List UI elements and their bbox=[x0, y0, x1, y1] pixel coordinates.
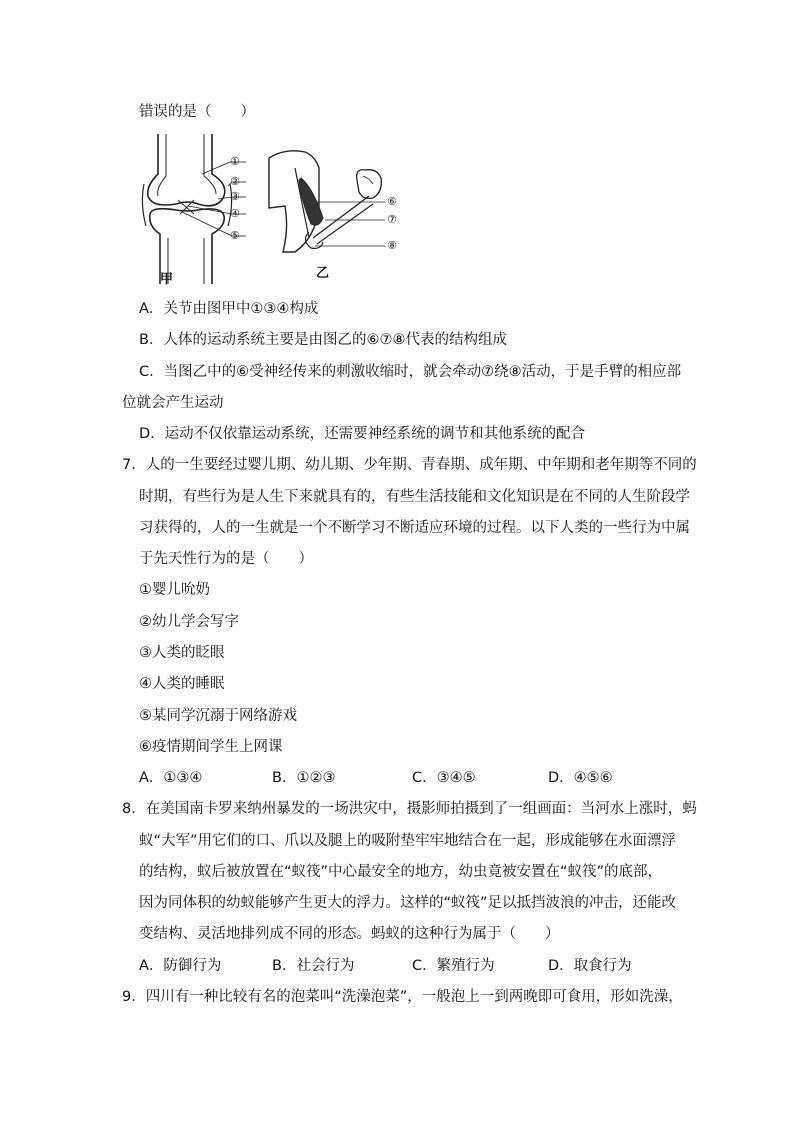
q7-item-6: ⑥疫情期间学生上网课 bbox=[139, 739, 283, 755]
q7-item-3: ③人类的眨眼 bbox=[139, 645, 225, 661]
q8-choice-a: A．防御行为 bbox=[139, 958, 222, 974]
q8-stem-line-4: 因为同体积的幼蚁能够产生更大的浮力。这样的“蚁筏”足以抵挡波浪的冲击，还能改 bbox=[139, 895, 677, 911]
q8-choice-d: D．取食行为 bbox=[548, 958, 632, 974]
q6-option-c: C．当图乙中的⑥受神经传来的刺激收缩时，就会牵动⑦绕⑧活动，于是手臂的相应部 bbox=[139, 364, 682, 380]
q7-stem-line-2: 时期，有些行为是人生下来就具有的，有些生活技能和文化知识是在不同的人生阶段学 bbox=[139, 489, 690, 505]
q7-stem-line-1: 7．人的一生要经过婴儿期、幼儿期、少年期、青春期、成年期、中年期和老年期等不同的 bbox=[122, 457, 697, 473]
q8-choice-c: C．繁殖行为 bbox=[412, 958, 495, 974]
marker-6: ⑥ bbox=[387, 195, 397, 208]
q7-item-2: ②幼儿学会写字 bbox=[139, 614, 239, 630]
figure-yi-label: 乙 bbox=[316, 266, 330, 281]
marker-2: ② bbox=[230, 175, 240, 188]
marker-4: ④ bbox=[230, 207, 240, 220]
q6-option-b: B．人体的运动系统主要是由图乙的⑥⑦⑧代表的结构组成 bbox=[139, 332, 507, 348]
marker-3: ③ bbox=[230, 190, 240, 203]
q7-choice-d: D．④⑤⑥ bbox=[548, 770, 613, 786]
q8-choice-b: B．社会行为 bbox=[272, 958, 355, 974]
q7-choice-b: B．①②③ bbox=[272, 770, 336, 786]
q8-stem-line-3: 的结构，蚁后被放置在“蚁筏”中心最安全的地方，幼虫竟被安置在“蚁筏”的底部， bbox=[139, 864, 663, 880]
q7-choice-c: C．③④⑤ bbox=[412, 770, 476, 786]
q7-item-4: ④人类的睡眠 bbox=[139, 676, 225, 692]
marker-5: ⑤ bbox=[230, 229, 240, 242]
figure-jia-knee-joint bbox=[138, 134, 258, 284]
q7-stem-line-3: 习获得的，人的一生就是一个不断学习不断适应环境的过程。以下人类的一些行为中属 bbox=[139, 520, 690, 536]
figure-jia-label: 甲 bbox=[160, 272, 174, 287]
figure-yi-arm bbox=[265, 148, 395, 258]
marker-8: ⑧ bbox=[387, 239, 397, 252]
q9-stem-line-1: 9．四川有一种比较有名的泡菜叫“洗澡泡菜”，一般泡上一到两晚即可食用，形如洗澡， bbox=[122, 989, 683, 1005]
q7-item-1: ①婴儿吮奶 bbox=[139, 582, 210, 598]
q8-stem-line-5: 变结构、灵活地排列成不同的形态。蚂蚁的这种行为属于（ ） bbox=[139, 926, 560, 942]
marker-7: ⑦ bbox=[387, 213, 397, 226]
q6-option-d: D．运动不仅依靠运动系统，还需要神经系统的调节和其他系统的配合 bbox=[139, 426, 586, 442]
q8-stem-line-2: 蚁“大军”用它们的口、爪以及腿上的吸附垫牢牢地结合在一起，形成能够在水面漂浮 bbox=[139, 833, 677, 849]
q7-choice-a: A．①③④ bbox=[139, 770, 203, 786]
q6-stem-tail: 错误的是（ ） bbox=[139, 104, 255, 120]
marker-1: ① bbox=[230, 155, 240, 168]
q6-option-c-cont: 位就会产生运动 bbox=[122, 395, 224, 411]
q8-stem-line-1: 8．在美国南卡罗来纳州暴发的一场洪灾中，摄影师拍摄到了一组画面：当河水上涨时，蚂 bbox=[122, 801, 697, 817]
q6-option-a: A．关节由图甲中①③④构成 bbox=[139, 301, 319, 317]
q7-stem-line-4: 于先天性行为的是（ ） bbox=[139, 551, 313, 567]
q7-item-5: ⑤某同学沉溺于网络游戏 bbox=[139, 708, 297, 724]
